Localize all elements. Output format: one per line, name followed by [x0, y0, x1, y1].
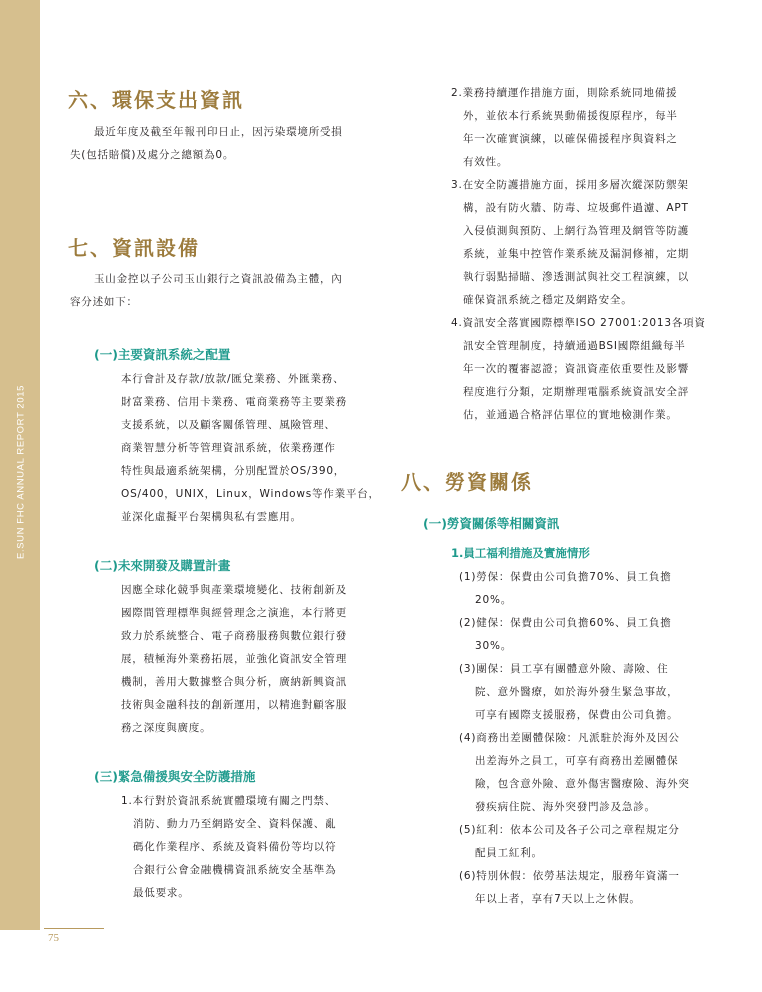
body-line: 並深化虛擬平台架構與私有雲應用。 [121, 511, 302, 523]
body-line: 機制，善用大數據整合與分析，廣納新興資訊 [121, 676, 347, 688]
body-line: 出差海外之員工，可享有商務出差團體保 [475, 755, 679, 767]
section-6-line: 失(包括賠償)及處分之總額為0。 [70, 149, 235, 161]
body-line: 訊安全管理制度，持續通過BSI國際組織每半 [463, 340, 686, 352]
body-line: 確保資訊系統之穩定及網路安全。 [463, 294, 633, 306]
page-number: 75 [44, 928, 104, 944]
body-line: (2)健保：保費由公司負擔60%、員工負擔 [459, 617, 672, 629]
body-line: 2.業務持續運作措施方面，則除系統同地備援 [451, 87, 678, 99]
section-6-line: 最近年度及截至年報刊印日止，因污染環境所受損 [94, 126, 343, 138]
body-line: 技術與金融科技的創新運用，以精進對顧客服 [121, 699, 347, 711]
subsection-title: (一)主要資訊系統之配置 [94, 347, 231, 362]
body-line: 消防、動力乃至網路安全、資料保護、亂 [133, 818, 337, 830]
body-line: 有效性。 [463, 156, 509, 168]
body-line: 特性與最適系統架構，分別配置於OS/390， [121, 465, 346, 477]
body-line: (4)商務出差團體保險：凡派駐於海外及因公 [459, 732, 680, 744]
subsection-title: (二)未來開發及購置計畫 [94, 558, 231, 573]
section-7-title: 七、資訊設備 [68, 236, 200, 260]
body-line: 系統，並集中控管作業系統及漏洞修補，定期 [463, 248, 689, 260]
body-line: 1.本行對於資訊系統實體環境有關之門禁、 [121, 795, 337, 807]
body-line: 構，設有防火牆、防毒、垃圾郵件過濾、APT [463, 202, 689, 214]
body-line: 年一次的覆審認證；資訊資產依重要性及影響 [463, 363, 689, 375]
body-line: 3.在安全防護措施方面，採用多層次縱深防禦架 [451, 179, 689, 191]
body-line: (3)團保：員工享有團體意外險、壽險、住 [459, 663, 669, 675]
sub-subsection-title: 1.員工福利措施及實施情形 [451, 546, 590, 560]
report-title-vertical: E.SUN FHC ANNUAL REPORT 2015 [15, 385, 27, 559]
body-line: 執行弱點掃瞄、滲透測試與社交工程演練，以 [463, 271, 689, 283]
body-line: (5)紅利：依本公司及各子公司之章程規定分 [459, 824, 680, 836]
body-line: 配員工紅利。 [475, 847, 543, 859]
body-line: 展，積極海外業務拓展，並強化資訊安全管理 [121, 653, 347, 665]
section-7-intro: 容分述如下： [70, 296, 138, 308]
body-line: 程度進行分類，定期辦理電腦系統資訊安全評 [463, 386, 689, 398]
body-line: 務之深度與廣度。 [121, 722, 212, 734]
body-line: 本行會計及存款/放款/匯兌業務、外匯業務、 [121, 373, 345, 385]
section-8-title: 八、勞資關係 [401, 470, 533, 494]
body-line: 4.資訊安全落實國際標準ISO 27001:2013各項資 [451, 317, 706, 329]
body-line: 最低要求。 [133, 887, 190, 899]
body-line: 國際間管理標準與經營理念之演進，本行將更 [121, 607, 347, 619]
subsection-title: (三)緊急備援與安全防護措施 [94, 769, 256, 784]
body-line: 可享有國際支援服務，保費由公司負擔。 [475, 709, 679, 721]
body-line: 險，包含意外險、意外傷害醫療險、海外突 [475, 778, 690, 790]
body-line: OS/400，UNIX，Linux，Windows等作業平台， [121, 488, 380, 500]
body-line: 合銀行公會金融機構資訊系統安全基準為 [133, 864, 337, 876]
body-line: 年以上者，享有7天以上之休假。 [475, 893, 641, 905]
body-line: 致力於系統整合、電子商務服務與數位銀行發 [121, 630, 347, 642]
body-line: 估，並通過合格評估單位的實地檢測作業。 [463, 409, 678, 421]
body-line: 20%。 [475, 594, 513, 606]
body-line: 入侵偵測與預防、上網行為管理及網管等防護 [463, 225, 689, 237]
section-7-intro: 玉山金控以子公司玉山銀行之資訊設備為主體，內 [94, 273, 343, 285]
body-line: 支援系統，以及顧客關係管理、風險管理、 [121, 419, 336, 431]
body-line: (1)勞保：保費由公司負擔70%、員工負擔 [459, 571, 672, 583]
body-line: (6)特別休假：依勞基法規定，服務年資滿一 [459, 870, 680, 882]
body-line: 年一次確實演練，以確保備援程序與資料之 [463, 133, 678, 145]
subsection-title: (一)勞資關係等相關資訊 [423, 516, 560, 531]
body-line: 外，並依本行系統異動備援復原程序，每半 [463, 110, 678, 122]
body-line: 發疾病住院、海外突發門診及急診。 [475, 801, 656, 813]
body-line: 30%。 [475, 640, 513, 652]
body-line: 財富業務、信用卡業務、電商業務等主要業務 [121, 396, 347, 408]
body-line: 因應全球化競爭與產業環境變化、技術創新及 [121, 584, 347, 596]
section-6-title: 六、環保支出資訊 [68, 88, 244, 112]
body-line: 商業智慧分析等管理資訊系統，依業務運作 [121, 442, 336, 454]
body-line: 院、意外醫療，如於海外發生緊急事故， [475, 686, 679, 698]
body-line: 碼化作業程序、系統及資料備份等均以符 [133, 841, 337, 853]
